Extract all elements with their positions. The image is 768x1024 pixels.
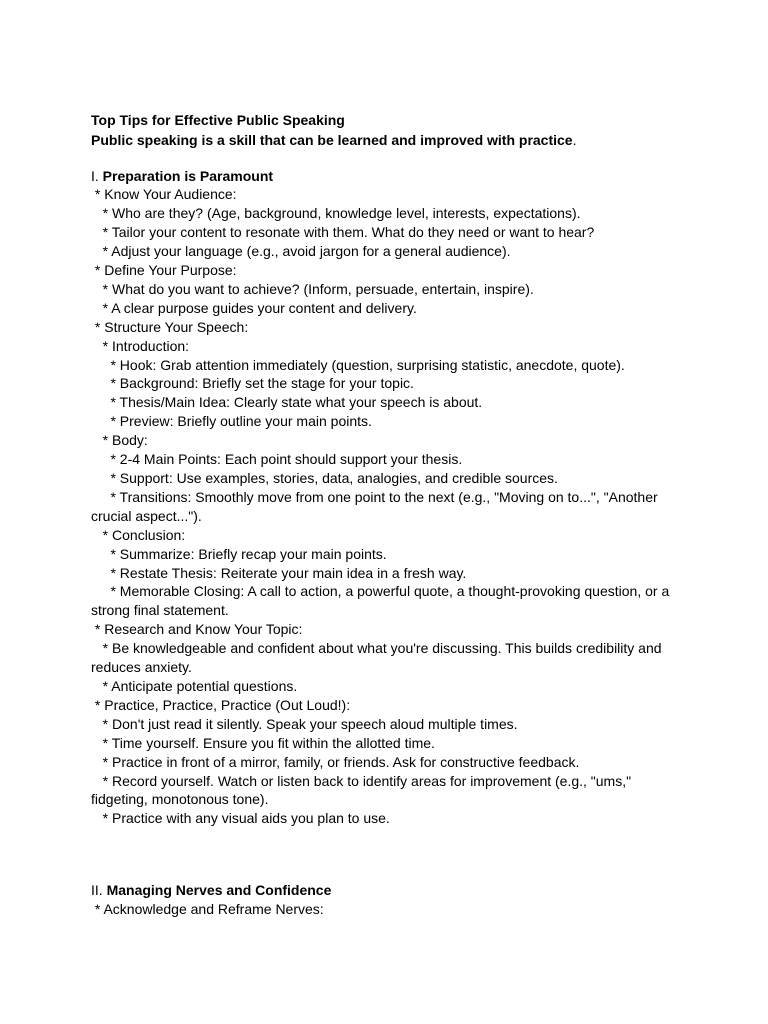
bullet-line: reduces anxiety. <box>91 659 192 676</box>
document-title: Top Tips for Effective Public Speaking <box>91 112 345 128</box>
bullet-line: * Preview: Briefly outline your main points. <box>91 413 372 430</box>
bullet-line: * Practice, Practice, Practice (Out Loud!): <box>91 696 351 713</box>
bullet-line: * Anticipate potential questions. <box>91 677 298 694</box>
bullet-line: * Background: Briefly set the stage for your topic. <box>91 375 414 392</box>
bullet-line: * Know Your Audience: <box>91 186 237 203</box>
bullet-line: * Memorable Closing: A call to action, a powerful quote, a thought-provoking question, or a <box>91 583 670 600</box>
bullet-line: * Tailor your content to resonate with them. What do they need or want to hear? <box>91 224 595 241</box>
section-heading <box>91 881 711 900</box>
bullet-line: * Hook: Grab attention immediately (question, surprising statistic, anecdote, quote). <box>91 356 625 373</box>
bullet-line: * Be knowledgeable and confident about what you're discussing. This builds credibility and <box>91 640 662 657</box>
bullet-line: fidgeting, monotonous tone). <box>91 791 269 808</box>
bullet-line: * Thesis/Main Idea: Clearly state what your speech is about. <box>91 394 483 411</box>
section-numeral: I. <box>91 167 103 184</box>
document-subtitle <box>91 131 711 151</box>
bullet-line: * 2-4 Main Points: Each point should support your thesis. <box>91 451 463 468</box>
bullet-line: * Introduction: <box>91 337 190 354</box>
bullet-line: * Acknowledge and Reframe Nerves: <box>91 900 324 917</box>
bullet-line: * Adjust your language (e.g., avoid jargon for a general audience). <box>91 243 511 260</box>
section-heading <box>91 167 711 186</box>
bullet-line: * Time yourself. Ensure you fit within the allotted time. <box>91 734 435 751</box>
bullet-line: crucial aspect..."). <box>91 507 202 524</box>
document-header <box>91 111 711 150</box>
bullet-line: * Who are they? (Age, background, knowledge level, interests, expectations). <box>91 205 581 222</box>
section-preparation <box>91 167 711 829</box>
subtitle-period: . <box>572 131 577 148</box>
bullet-line: * Record yourself. Watch or listen back to identify areas for improvement (e.g., "ums," <box>91 772 632 789</box>
section-title: Preparation is Paramount <box>102 167 274 184</box>
bullet-line: * Research and Know Your Topic: <box>91 621 303 638</box>
bullet-line: * Practice in front of a mirror, family, or friends. Ask for constructive feedback. <box>91 753 580 770</box>
bullet-line: * Don't just read it silently. Speak your speech aloud multiple times. <box>91 715 518 732</box>
bullet-line: * Practice with any visual aids you plan to use. <box>91 810 390 827</box>
bullet-line: * Restate Thesis: Reiterate your main idea in a fresh way. <box>91 564 467 581</box>
subtitle-text: Public speaking is a skill that can be learned and improved with practice <box>91 131 573 148</box>
bullet-line: * Summarize: Briefly recap your main points. <box>91 545 387 562</box>
bullet-line: * Conclusion: <box>91 526 186 543</box>
section-numeral: II. <box>91 882 107 898</box>
bullet-line: * Support: Use examples, stories, data, analogies, and credible sources. <box>91 470 558 486</box>
bullet-line: * Transitions: Smoothly move from one point to the next (e.g., "Moving on to...", "Another <box>91 488 658 505</box>
bullet-line: * What do you want to achieve? (Inform, persuade, entertain, inspire). <box>91 280 534 297</box>
section-managing-nerves <box>91 881 711 919</box>
bullet-line: * Define Your Purpose: <box>91 262 237 279</box>
section-title: Managing Nerves and Confidence <box>106 882 332 898</box>
bullet-line: * Structure Your Speech: <box>91 318 249 335</box>
bullet-line: * A clear purpose guides your content and delivery. <box>91 299 417 316</box>
bullet-line: * Body: <box>91 432 148 449</box>
bullet-line: strong final statement. <box>91 602 229 619</box>
